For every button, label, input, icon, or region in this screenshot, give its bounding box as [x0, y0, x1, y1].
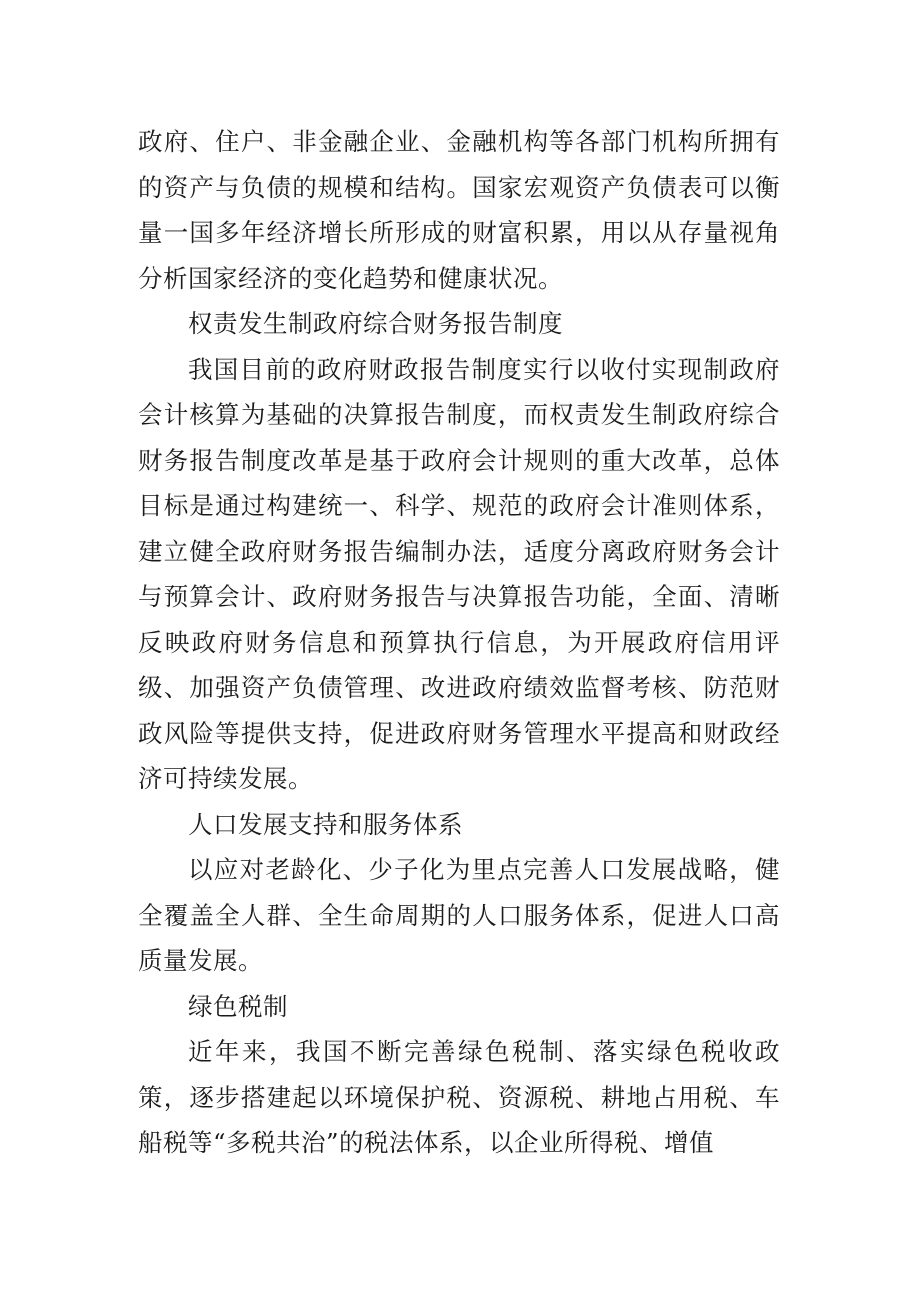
body-paragraph: 近年来，我国不断完善绿色税制、落实绿色税收政策，逐步搭建起以环境保护税、资源税、耕地占用税、车船税等“多税共治”的税法体系，以企业所得税、增值: [138, 1037, 780, 1157]
body-paragraph: 我国目前的政府财政报告制度实行以收付实现制政府会计核算为基础的决算报告制度，而权责发生制政府综合财务报告制度改革是基于政府会计规则的重大改革，总体目标是通过构建统一、科学、规范的政府会计准则体系，建立健全政府财务报告编制办法，适度分离政府财务会计与预算会计、政府财务报告与决算报告功能，全面、清晰反映政府财务信息和预算执行信息，为开展政府信用评级、加强资产负债管理、改进政府绩效监督考核、防范财政风险等提供支持，促进政府财务管理水平提高和财政经济可持续发展。: [138, 354, 780, 793]
section-heading: 人口发展支持和服务体系: [188, 809, 463, 839]
body-paragraph: 政府、住户、非金融企业、金融机构等各部门机构所拥有的资产与负债的规模和结构。国家宏观资产负债表可以衡量一国多年经济增长所形成的财富积累，用以从存量视角分析国家经济的变化趋势和健康状况。: [138, 127, 780, 293]
document-body: [138, 119, 780, 1166]
section-heading: 绿色税制: [188, 991, 288, 1021]
section-heading: 权责发生制政府综合财务报告制度: [188, 309, 563, 338]
body-paragraph: 以应对老龄化、少子化为里点完善人口发展战略，健全覆盖全人群、全生命周期的人口服务体系，促进人口高质量发展。: [138, 855, 780, 975]
